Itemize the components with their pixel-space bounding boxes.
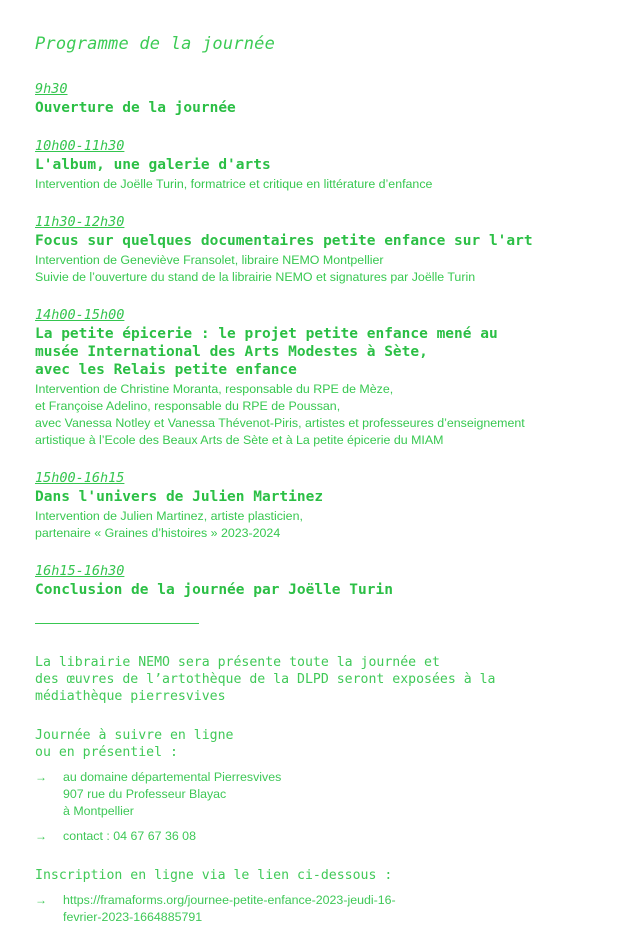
signup-text: Inscription en ligne via le lien ci-dessous :: [35, 868, 393, 883]
follow-bullets: [35, 769, 595, 845]
presence-line: médiathèque pierresvives: [35, 689, 226, 704]
address-line: au domaine départemental Pierresvives: [63, 770, 282, 784]
slot-time: 14h00-15h00: [35, 307, 125, 323]
slot-heading: Dans l'univers de Julien Martinez: [35, 489, 324, 505]
slot-heading: Focus sur quelques documentaires petite enfance sur l'art: [35, 233, 533, 249]
address-line: 907 rue du Professeur Blayac: [63, 787, 227, 801]
signup-bullets: [35, 892, 595, 926]
signup-link-line[interactable]: https://framaforms.org/journee-petite-enfance-2023-jeudi-16-: [63, 893, 396, 907]
signup-link-line[interactable]: fevrier-2023-1664885791: [63, 910, 203, 924]
contact-phone[interactable]: contact : 04 67 67 36 08: [63, 829, 196, 843]
slot-time: 15h00-16h15: [35, 470, 125, 486]
slot-description-line: partenaire « Graines d’histoires » 2023-2024: [35, 526, 281, 540]
slot-heading: La petite épicerie : le projet petite enfance mené au musée International des Arts Modestes à Sète, avec les Relais petite enfance: [35, 326, 498, 378]
page-title: Programme de la journée: [35, 34, 276, 54]
signup-section: [35, 867, 595, 926]
divider: [35, 623, 199, 624]
schedule-slot: [35, 213, 595, 286]
arrow-icon: →: [35, 770, 47, 784]
slot-heading: Ouverture de la journée: [35, 100, 236, 116]
slot-description: [35, 252, 595, 286]
slot-description-line: Intervention de Julien Martinez, artiste plasticien,: [35, 509, 303, 523]
slot-description: [35, 176, 595, 193]
arrow-icon: →: [35, 893, 47, 907]
presence-line: La librairie NEMO sera présente toute la journée et: [35, 655, 440, 670]
slot-time: 10h00-11h30: [35, 138, 125, 154]
slot-description: [35, 508, 595, 542]
link-bullet: [35, 892, 595, 926]
programme-page: [35, 34, 595, 934]
slot-description-line: Intervention de Christine Moranta, responsable du RPE de Mèze,: [35, 382, 394, 396]
schedule-slot: [35, 469, 595, 542]
slot-description-line: avec Vanessa Notley et Vanessa Thévenot-Piris, artistes et professeures d’enseignement: [35, 416, 525, 430]
follow-line: Journée à suivre en ligne: [35, 728, 234, 743]
signup-link[interactable]: [63, 892, 396, 926]
slot-description: [35, 381, 595, 449]
slot-description-line: Intervention de Joëlle Turin, formatrice et critique en littérature d’enfance: [35, 177, 433, 191]
slot-description-line: artistique à l’Ecole des Beaux Arts de Sète et à La petite épicerie du MIAM: [35, 433, 444, 447]
schedule: [35, 80, 595, 599]
address-line: à Montpellier: [63, 804, 134, 818]
arrow-icon: →: [35, 829, 47, 843]
slot-time: 16h15-16h30: [35, 563, 125, 579]
slot-heading: Conclusion de la journée par Joëlle Turin: [35, 582, 393, 598]
schedule-slot: [35, 562, 595, 599]
schedule-slot: [35, 306, 595, 449]
presence-line: des œuvres de l’artothèque de la DLPD seront exposées à la: [35, 672, 496, 687]
schedule-slot: [35, 137, 595, 193]
slot-time: 11h30-12h30: [35, 214, 125, 230]
slot-heading: L'album, une galerie d'arts: [35, 157, 271, 173]
slot-time: 9h30: [35, 81, 68, 97]
schedule-slot: [35, 80, 595, 117]
follow-section: [35, 727, 595, 845]
slot-description-line: et Françoise Adelino, responsable du RPE de Poussan,: [35, 399, 341, 413]
address-bullet: [35, 769, 595, 820]
slot-description-line: Suivie de l’ouverture du stand de la librairie NEMO et signatures par Joëlle Turin: [35, 270, 476, 284]
presence-note: [35, 654, 595, 705]
follow-line: ou en présentiel :: [35, 745, 178, 760]
contact-bullet: [35, 828, 595, 845]
slot-description-line: Intervention de Geneviève Fransolet, libraire NEMO Montpellier: [35, 253, 384, 267]
